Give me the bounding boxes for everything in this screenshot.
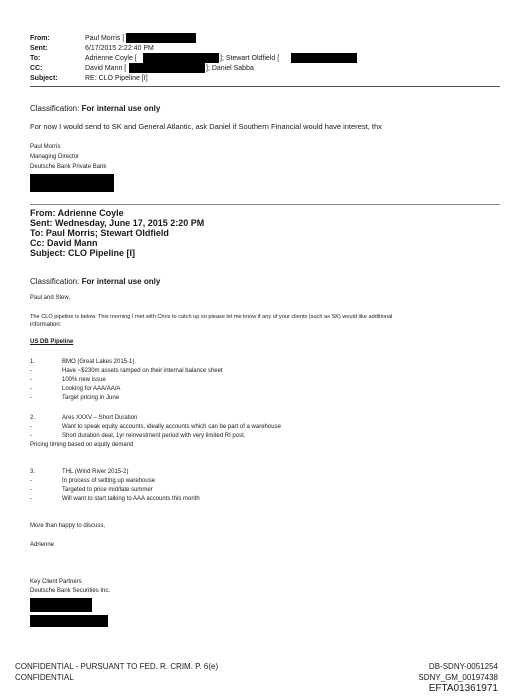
section-title: US DB Pipeline	[30, 339, 74, 345]
list-item: Will want to start talking to AAA accounts this month	[62, 496, 200, 502]
cc-value-a: David Mann [	[85, 65, 127, 72]
bullet-icon: -	[30, 424, 32, 430]
item-title: BMO (Great Lakes 2015-1)	[62, 359, 135, 365]
sign-company: Deutsche Bank Securities Inc.	[30, 588, 111, 594]
sent-value: 6/17/2015 2:22:40 PM	[85, 45, 154, 52]
reply-message: For now I would send to SK and General Atlantic, ask Daniel if Southern Financial would have interest, thx	[30, 122, 382, 131]
list-item: Target pricing in June	[62, 395, 120, 401]
item-title: Ares XXXV – Short Duration	[62, 415, 138, 421]
from-label: From:	[30, 35, 50, 42]
list-item: 100% new issue	[62, 377, 106, 383]
classification-line	[30, 104, 160, 114]
to-value-a: Adrienne Coyle [	[85, 55, 137, 62]
subject-label: Subject:	[30, 75, 58, 82]
list-item: Want to speak equity accounts, ideally accounts which can be part of a warehouse	[62, 424, 281, 430]
original-subject-text: Subject: CLO Pipeline [I]	[30, 248, 136, 258]
redaction-box	[143, 53, 219, 63]
original-cc-text: Cc: David Mann	[30, 238, 98, 248]
closing-line: More than happy to discuss,	[30, 523, 106, 529]
redaction-box	[291, 53, 357, 63]
sent-label: Sent:	[30, 45, 48, 52]
list-item: Targeted to price mid/late summer	[62, 487, 153, 493]
footer-confidential: CONFIDENTIAL	[15, 673, 74, 682]
bullet-icon: -	[30, 395, 32, 401]
to-value-b: ]; Stewart Oldfield [	[220, 55, 280, 62]
sign-team: Key Client Partners	[30, 579, 82, 585]
list-item: Short duration deal, 1yr reinvestment period with very limited RI post.	[62, 433, 246, 439]
original-cc	[30, 238, 98, 248]
redaction-box	[30, 598, 92, 612]
original-from	[30, 208, 124, 218]
signature-org: Deutsche Bank Private Bank	[30, 164, 107, 170]
bullet-icon: -	[30, 368, 32, 374]
message-divider	[30, 204, 500, 205]
item-number: 3.	[30, 469, 36, 475]
to-label: To:	[30, 55, 41, 62]
list-item: In process of setting up warehouse	[62, 478, 156, 484]
redaction-box	[30, 615, 108, 627]
footer-confidential-notice: CONFIDENTIAL - PURSUANT TO FED. R. CRIM. P. 6(e)	[15, 662, 219, 671]
cc-label: CC:	[30, 65, 43, 72]
item-title: THL (Wind River 2015-2)	[62, 469, 129, 475]
header-divider	[30, 86, 500, 87]
subject-value: RE: CLO Pipeline [I]	[85, 75, 148, 82]
cc-value-b: ]; Daniel Sabba	[206, 65, 254, 72]
original-subject	[30, 248, 135, 258]
greeting: Paul and Stew,	[30, 295, 71, 301]
intro-line-1: The CLO pipeline is below. This morning I met with Chris to catch up so please let me know if any of your clients (such as SK) would like additional	[30, 314, 393, 320]
classification-value: For internal use only	[81, 277, 161, 286]
signature-title: Managing Director	[30, 154, 80, 160]
footer-efta-id: EFTA01361971	[428, 683, 498, 694]
bullet-icon: -	[30, 487, 32, 493]
list-item: Looking for AAA/AA/A	[62, 386, 121, 392]
footer-bates-1: DB-SDNY-0051254	[428, 662, 498, 671]
list-item: Have ~$230m assets ramped on their internal balance sheet	[62, 368, 223, 374]
classification-label: Classification:	[30, 277, 80, 286]
signature-name: Paul Morris	[30, 144, 61, 150]
sign-name: Adrienne	[30, 542, 55, 548]
from-value: Paul Morris [	[85, 35, 125, 42]
item-number: 2.	[30, 415, 36, 421]
bullet-icon: -	[30, 386, 32, 392]
intro-line-2: information:	[30, 322, 62, 328]
classification-value: For internal use only	[81, 104, 161, 113]
item-number: 1.	[30, 359, 36, 365]
item-note: Pricing timing based on equity demand	[30, 442, 134, 448]
original-to	[30, 228, 169, 238]
bullet-icon: -	[30, 433, 32, 439]
original-to-text: To: Paul Morris; Stewart Oldfield	[30, 228, 169, 238]
bullet-icon: -	[30, 377, 32, 383]
bullet-icon: -	[30, 478, 32, 484]
redaction-box	[129, 63, 205, 73]
redaction-box	[126, 33, 196, 43]
original-sent-text: Sent: Wednesday, June 17, 2015 2:20 PM	[30, 218, 205, 228]
original-sent	[30, 218, 204, 228]
bullet-icon: -	[30, 496, 32, 502]
footer-bates-2: SDNY_GM_00197438	[418, 673, 498, 682]
classification-label: Classification:	[30, 104, 80, 113]
redaction-box	[30, 174, 114, 192]
original-from-text: From: Adrienne Coyle	[30, 208, 124, 218]
original-classification	[30, 277, 160, 287]
